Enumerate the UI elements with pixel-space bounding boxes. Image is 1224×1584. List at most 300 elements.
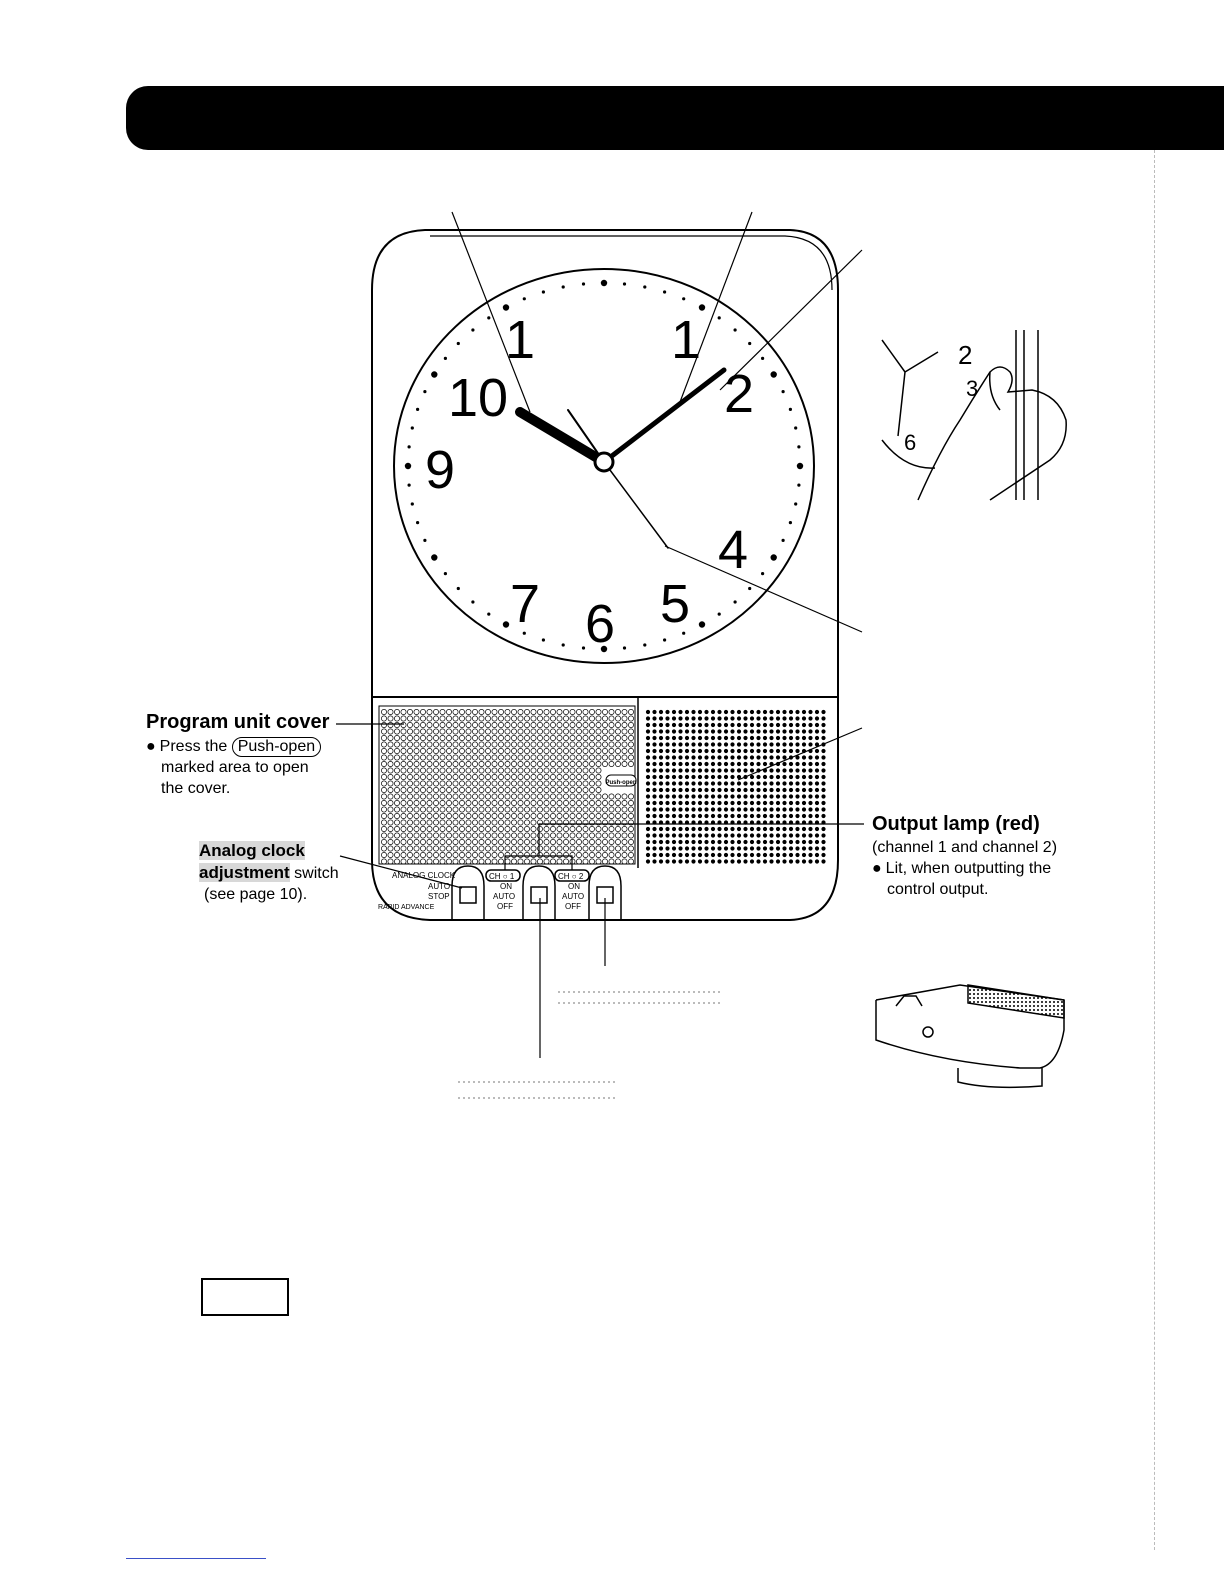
grille-hole	[737, 749, 741, 753]
grille-hole	[717, 827, 721, 831]
grille-hole	[628, 729, 633, 734]
grille-hole	[446, 826, 451, 831]
grille-hole	[802, 853, 806, 857]
grille-hole	[394, 729, 399, 734]
grille-hole	[453, 735, 458, 740]
grille-hole	[815, 814, 819, 818]
grille-hole	[414, 839, 419, 844]
grille-hole	[802, 840, 806, 844]
grille-hole	[589, 735, 594, 740]
grille-hole	[537, 735, 542, 740]
grille-hole	[691, 749, 695, 753]
grille-hole	[472, 774, 477, 779]
grille-hole	[427, 709, 432, 714]
clock-minute-dot	[457, 342, 460, 345]
grille-hole	[492, 755, 497, 760]
clock-minute-dot	[582, 282, 585, 285]
grille-hole	[763, 853, 767, 857]
grille-hole	[388, 859, 393, 864]
grille-hole	[756, 859, 760, 863]
grille-hole	[691, 807, 695, 811]
grille-hole	[808, 755, 812, 759]
grille-hole	[769, 827, 773, 831]
svg-text:6: 6	[904, 430, 917, 455]
grille-hole	[659, 781, 663, 785]
grille-hole	[737, 762, 741, 766]
grille-hole	[381, 729, 386, 734]
grille-hole	[678, 762, 682, 766]
grille-hole	[440, 709, 445, 714]
grille-hole	[672, 814, 676, 818]
grille-hole	[583, 852, 588, 857]
grille-hole	[427, 833, 432, 838]
grille-hole	[730, 742, 734, 746]
grille-hole	[511, 768, 516, 773]
grille-hole	[394, 761, 399, 766]
grille-hole	[602, 748, 607, 753]
grille-hole	[576, 722, 581, 727]
grille-hole	[646, 742, 650, 746]
grille-hole	[659, 846, 663, 850]
grille-hole	[589, 800, 594, 805]
grille-hole	[453, 722, 458, 727]
grille-hole	[563, 709, 568, 714]
grille-hole	[459, 742, 464, 747]
grille-hole	[440, 742, 445, 747]
grille-hole	[769, 775, 773, 779]
grille-hole	[381, 813, 386, 818]
grille-hole	[652, 827, 656, 831]
grille-hole	[479, 833, 484, 838]
grille-hole	[704, 710, 708, 714]
grille-hole	[704, 833, 708, 837]
grille-hole	[563, 716, 568, 721]
grille-hole	[511, 774, 516, 779]
grille-hole	[446, 852, 451, 857]
grille-hole	[518, 833, 523, 838]
grille-hole	[615, 807, 620, 812]
grille-hole	[401, 768, 406, 773]
grille-hole	[750, 853, 754, 857]
grille-hole	[795, 723, 799, 727]
grille-hole	[544, 755, 549, 760]
grille-hole	[789, 807, 793, 811]
grille-hole	[589, 742, 594, 747]
grille-hole	[583, 787, 588, 792]
grille-hole	[563, 722, 568, 727]
grille-hole	[596, 787, 601, 792]
grille-hole	[511, 755, 516, 760]
grille-hole	[730, 801, 734, 805]
grille-hole	[433, 807, 438, 812]
clock-numeral: 2	[724, 364, 755, 424]
grille-hole	[756, 729, 760, 733]
grille-hole	[583, 709, 588, 714]
grille-hole	[407, 852, 412, 857]
grille-hole	[743, 788, 747, 792]
grille-hole	[492, 846, 497, 851]
grille-hole	[615, 755, 620, 760]
grille-hole	[795, 807, 799, 811]
grille-hole	[789, 781, 793, 785]
grille-hole	[704, 859, 708, 863]
grille-hole	[665, 833, 669, 837]
grille-hole	[737, 716, 741, 720]
grille-hole	[459, 826, 464, 831]
grille-hole	[724, 736, 728, 740]
grille-hole	[518, 722, 523, 727]
grille-hole	[815, 820, 819, 824]
grille-hole	[537, 800, 542, 805]
output-lamp-line2: ● Lit, when outputting the	[872, 858, 1057, 879]
grille-hole	[698, 755, 702, 759]
grille-hole	[691, 814, 695, 818]
grille-hole	[518, 781, 523, 786]
grille-hole	[531, 833, 536, 838]
grille-hole	[459, 813, 464, 818]
grille-hole	[659, 762, 663, 766]
grille-hole	[750, 729, 754, 733]
grille-hole	[479, 813, 484, 818]
grille-hole	[401, 794, 406, 799]
grille-hole	[505, 729, 510, 734]
grille-hole	[685, 788, 689, 792]
grille-hole	[596, 742, 601, 747]
grille-hole	[511, 716, 516, 721]
grille-hole	[401, 859, 406, 864]
grille-hole	[665, 846, 669, 850]
grille-hole	[678, 723, 682, 727]
grille-hole	[446, 800, 451, 805]
clock-minute-dot	[718, 613, 721, 616]
grille-hole	[615, 748, 620, 753]
grille-hole	[622, 709, 627, 714]
svg-text:OFF: OFF	[565, 902, 581, 911]
grille-hole	[453, 852, 458, 857]
grille-hole	[407, 813, 412, 818]
grille-hole	[652, 781, 656, 785]
grille-hole	[427, 839, 432, 844]
grille-hole	[769, 762, 773, 766]
grille-hole	[433, 833, 438, 838]
grille-hole	[485, 820, 490, 825]
grille-hole	[394, 768, 399, 773]
grille-hole	[756, 716, 760, 720]
grille-hole	[698, 807, 702, 811]
grille-hole	[583, 742, 588, 747]
grille-hole	[589, 852, 594, 857]
grille-hole	[518, 787, 523, 792]
grille-hole	[388, 755, 393, 760]
grille-hole	[557, 794, 562, 799]
grille-hole	[698, 794, 702, 798]
grille-hole	[583, 768, 588, 773]
grille-hole	[433, 846, 438, 851]
grille-hole	[789, 794, 793, 798]
grille-hole	[485, 722, 490, 727]
grille-hole	[394, 794, 399, 799]
grille-hole	[401, 800, 406, 805]
grille-hole	[537, 826, 542, 831]
clock-minute-dot	[405, 463, 411, 469]
grille-hole	[498, 742, 503, 747]
grille-hole	[381, 794, 386, 799]
grille-hole	[724, 859, 728, 863]
grille-hole	[704, 853, 708, 857]
grille-hole	[691, 775, 695, 779]
grille-hole	[615, 761, 620, 766]
grille-hole	[544, 807, 549, 812]
grille-hole	[407, 742, 412, 747]
grille-hole	[394, 781, 399, 786]
clock-minute-dot	[782, 539, 785, 542]
grille-hole	[394, 709, 399, 714]
grille-hole	[622, 722, 627, 727]
grille-hole	[550, 846, 555, 851]
grille-hole	[665, 775, 669, 779]
grille-hole	[743, 859, 747, 863]
grille-hole	[730, 859, 734, 863]
grille-hole	[420, 807, 425, 812]
grille-hole	[659, 807, 663, 811]
grille-hole	[427, 787, 432, 792]
grille-hole	[524, 826, 529, 831]
grille-hole	[609, 846, 614, 851]
grille-hole	[737, 807, 741, 811]
grille-hole	[550, 839, 555, 844]
grille-hole	[576, 859, 581, 864]
grille-hole	[388, 781, 393, 786]
grille-hole	[557, 781, 562, 786]
grille-hole	[704, 736, 708, 740]
grille-hole	[646, 716, 650, 720]
grille-hole	[505, 735, 510, 740]
grille-hole	[776, 716, 780, 720]
grille-hole	[763, 788, 767, 792]
grille-hole	[776, 723, 780, 727]
grille-hole	[802, 833, 806, 837]
grille-hole	[544, 768, 549, 773]
grille-hole	[724, 846, 728, 850]
grille-hole	[646, 710, 650, 714]
grille-hole	[821, 814, 825, 818]
grille-hole	[704, 742, 708, 746]
grille-hole	[724, 755, 728, 759]
grille-hole	[511, 852, 516, 857]
grille-hole	[717, 781, 721, 785]
grille-hole	[414, 709, 419, 714]
grille-hole	[678, 788, 682, 792]
grille-hole	[659, 788, 663, 792]
grille-hole	[678, 853, 682, 857]
grille-hole	[763, 781, 767, 785]
grille-hole	[795, 801, 799, 805]
grille-hole	[589, 859, 594, 864]
grille-hole	[446, 794, 451, 799]
grille-hole	[691, 729, 695, 733]
grille-hole	[511, 813, 516, 818]
grille-hole	[737, 742, 741, 746]
footer-rule	[126, 1558, 266, 1559]
grille-hole	[407, 735, 412, 740]
grille-hole	[685, 781, 689, 785]
grille-hole	[518, 813, 523, 818]
grille-hole	[583, 755, 588, 760]
grille-hole	[479, 807, 484, 812]
grille-hole	[492, 852, 497, 857]
grille-hole	[414, 768, 419, 773]
grille-hole	[563, 807, 568, 812]
grille-hole	[563, 742, 568, 747]
grille-hole	[795, 820, 799, 824]
grille-hole	[609, 716, 614, 721]
grille-hole	[492, 709, 497, 714]
grille-hole	[698, 820, 702, 824]
grille-hole	[459, 748, 464, 753]
grille-hole	[776, 846, 780, 850]
grille-hole	[750, 781, 754, 785]
grille-hole	[756, 794, 760, 798]
grille-hole	[815, 840, 819, 844]
grille-hole	[427, 768, 432, 773]
grille-hole	[724, 710, 728, 714]
grille-hole	[615, 742, 620, 747]
grille-hole	[381, 709, 386, 714]
grille-hole	[420, 813, 425, 818]
grille-hole	[433, 800, 438, 805]
grille-hole	[691, 723, 695, 727]
grille-hole	[795, 749, 799, 753]
grille-hole	[440, 820, 445, 825]
clock-numeral: 9	[425, 440, 456, 500]
grille-hole	[524, 794, 529, 799]
grille-hole	[646, 781, 650, 785]
grille-hole	[440, 826, 445, 831]
grille-hole	[678, 814, 682, 818]
grille-hole	[531, 846, 536, 851]
grille-hole	[466, 852, 471, 857]
grille-hole	[472, 716, 477, 721]
grille-hole	[511, 846, 516, 851]
grille-hole	[685, 762, 689, 766]
grille-hole	[505, 768, 510, 773]
grille-hole	[446, 761, 451, 766]
grille-hole	[570, 826, 575, 831]
grille-hole	[498, 709, 503, 714]
grille-hole	[615, 722, 620, 727]
clock-numeral: 4	[718, 520, 749, 580]
grille-hole	[557, 748, 562, 753]
grille-hole	[427, 826, 432, 831]
grille-hole	[381, 826, 386, 831]
grille-hole	[622, 735, 627, 740]
grille-hole	[505, 800, 510, 805]
clock-minute-dot	[789, 521, 792, 524]
grille-hole	[756, 853, 760, 857]
grille-hole	[622, 742, 627, 747]
grille-hole	[557, 716, 562, 721]
grille-hole	[570, 800, 575, 805]
grille-hole	[776, 859, 780, 863]
grille-hole	[505, 807, 510, 812]
grille-hole	[769, 833, 773, 837]
grille-hole	[763, 820, 767, 824]
grille-hole	[609, 755, 614, 760]
grille-hole	[446, 774, 451, 779]
grille-hole	[518, 729, 523, 734]
grille-hole	[407, 722, 412, 727]
grille-hole	[665, 814, 669, 818]
grille-hole	[401, 774, 406, 779]
grille-hole	[743, 736, 747, 740]
grille-hole	[743, 840, 747, 844]
grille-hole	[563, 774, 568, 779]
grille-hole	[505, 722, 510, 727]
grille-hole	[446, 748, 451, 753]
grille-hole	[808, 729, 812, 733]
grille-hole	[665, 736, 669, 740]
grille-hole	[789, 840, 793, 844]
grille-hole	[485, 768, 490, 773]
grille-hole	[724, 749, 728, 753]
grille-hole	[433, 761, 438, 766]
grille-hole	[678, 755, 682, 759]
grille-hole	[622, 729, 627, 734]
grille-hole	[615, 833, 620, 838]
clock-minute-dot	[734, 328, 737, 331]
grille-hole	[485, 755, 490, 760]
grille-hole	[782, 840, 786, 844]
grille-hole	[678, 859, 682, 863]
grille-hole	[505, 820, 510, 825]
grille-hole	[704, 781, 708, 785]
grille-hole	[420, 735, 425, 740]
grille-hole	[698, 729, 702, 733]
grille-hole	[414, 787, 419, 792]
grille-hole	[388, 800, 393, 805]
grille-hole	[550, 716, 555, 721]
grille-hole	[769, 710, 773, 714]
grille-hole	[750, 859, 754, 863]
grille-hole	[420, 800, 425, 805]
grille-hole	[459, 859, 464, 864]
grille-hole	[550, 787, 555, 792]
grille-hole	[531, 787, 536, 792]
grille-hole	[485, 716, 490, 721]
grille-hole	[672, 794, 676, 798]
grille-hole	[704, 801, 708, 805]
grille-hole	[769, 846, 773, 850]
grille-hole	[815, 749, 819, 753]
grille-hole	[776, 736, 780, 740]
clock-minute-dot	[699, 621, 705, 627]
grille-hole	[756, 820, 760, 824]
grille-hole	[557, 846, 562, 851]
grille-hole	[756, 755, 760, 759]
grille-hole	[821, 827, 825, 831]
grille-hole	[394, 716, 399, 721]
grille-hole	[440, 852, 445, 857]
grille-hole	[537, 755, 542, 760]
grille-hole	[730, 710, 734, 714]
grille-hole	[789, 814, 793, 818]
grille-hole	[433, 787, 438, 792]
grille-hole	[492, 735, 497, 740]
grille-hole	[479, 729, 484, 734]
grille-hole	[492, 833, 497, 838]
grille-hole	[808, 742, 812, 746]
grille-hole	[602, 807, 607, 812]
